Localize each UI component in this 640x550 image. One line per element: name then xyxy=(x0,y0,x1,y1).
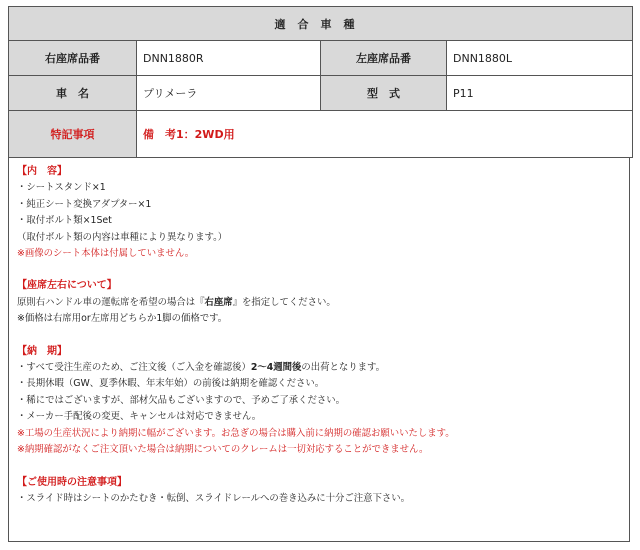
list-item: ・取付ボルト類×1Set xyxy=(17,215,112,227)
contents-heading: 【内 容】 xyxy=(17,166,67,177)
table-row xyxy=(9,76,633,111)
seat-side-instruction: 原則右ハンドル車の運転席を希望の場合は『右座席』を指定してください。 xyxy=(17,296,336,308)
list-item: ・メーカー手配後の変更、キャンセルは対応できません。 xyxy=(17,411,262,423)
caution-heading: 【ご使用時の注意事項】 xyxy=(17,476,127,488)
list-item: ・稀にではございますが、部材欠品もございますので、予めご了承ください。 xyxy=(17,394,345,406)
seat-side-price-note: ※価格は右席用or左席用どちらか1脚の価格です。 xyxy=(17,313,228,325)
right-seat-part-label: 右座席品番 xyxy=(9,41,137,76)
right-seat-part-number: DNN1880R xyxy=(137,41,321,76)
model-code-value: P11 xyxy=(447,76,633,111)
delivery-heading: 【納 期】 xyxy=(17,345,67,357)
model-code-label: 型 式 xyxy=(321,76,447,111)
car-name-value: プリメーラ xyxy=(137,76,321,111)
delivery-warning: ※工場の生産状況により納期に幅がございます。お急ぎの場合は購入前に納期の確認お願いいたします。 xyxy=(17,427,455,439)
fitment-sheet xyxy=(8,6,632,542)
special-notes-label: 特記事項 xyxy=(9,111,137,158)
special-notes-value: 備 考1：2WD用 xyxy=(137,111,633,158)
list-item: ・長期休暇（GW、夏季休暇、年末年始）の前後は納期を確認ください。 xyxy=(17,378,325,390)
table-row xyxy=(9,41,633,76)
table-row xyxy=(9,111,633,158)
seat-side-heading: 【座席左右について】 xyxy=(17,280,117,292)
list-item: ・シートスタンド×1 xyxy=(17,182,106,194)
delivery-lead-time: ・すべて受注生産のため、ご注文後（ご入金を確認後）2〜4週間後の出荷となります。 xyxy=(17,362,385,374)
left-seat-part-label: 左座席品番 xyxy=(321,41,447,76)
spec-table xyxy=(8,6,633,158)
page-title: 適合車種 xyxy=(9,7,633,41)
list-item: （取付ボルト類の内容は車種により異なります。） xyxy=(17,231,228,243)
delivery-warning: ※納期確認がなくご注文頂いた場合は納期についてのクレームは一切対応することができません。 xyxy=(17,444,429,456)
caution-item: ・スライド時はシートのかたむき・転倒、スライドレールへの巻き込みに十分ご注意下さい。 xyxy=(17,492,411,504)
list-item: ・純正シート変換アダプター×1 xyxy=(17,198,152,210)
left-seat-part-number: DNN1880L xyxy=(447,41,633,76)
notes-panel xyxy=(8,158,630,542)
contents-warning: ※画像のシート本体は付属していません。 xyxy=(17,248,195,260)
car-name-label: 車 名 xyxy=(9,76,137,111)
